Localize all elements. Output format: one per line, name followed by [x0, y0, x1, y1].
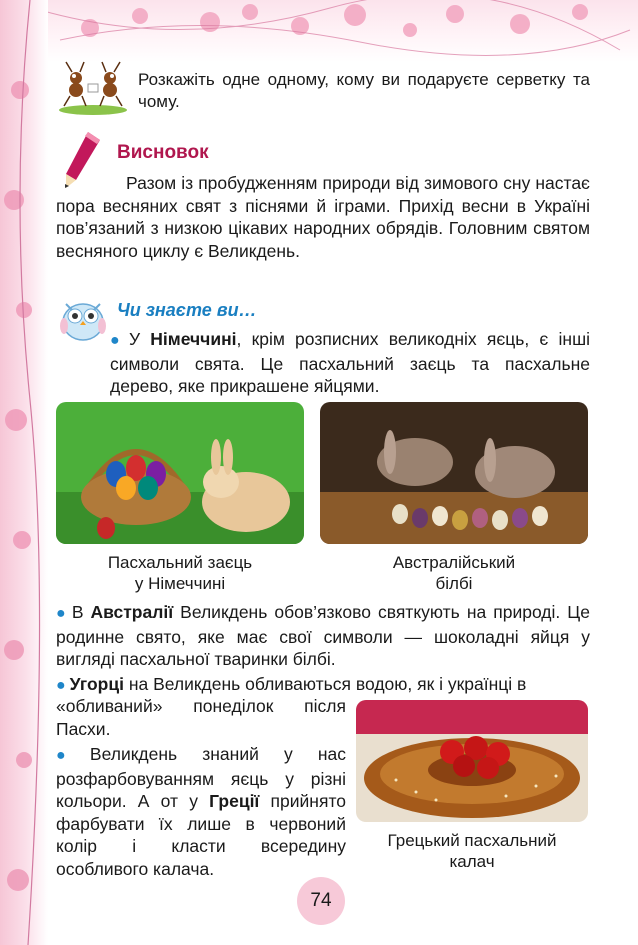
greek-bread-photo — [356, 700, 588, 822]
conclusion-text: Разом із пробудженням природи від зимового сну настає пора весняних свят з піснями й іграми. Прихід весни в Україні пов’язаний з низкою цікавих народних обрядів. Головним святом весняного циклу є Великдень. — [56, 173, 590, 261]
australia-text: Великдень обов’язково святкують на природі. Це родинне свято, яке має свої символи — шоколадні яйця у вигляді пасхальної тваринки білбі. — [56, 602, 590, 669]
hungary-paragraph-line1: ● Угорці на Великдень обливаються водою, як і українці в — [56, 674, 527, 694]
hungary-country: Угорці — [69, 674, 124, 694]
greece-paragraph: ● Великдень знаний у нас розфарбовуванням яєць у різні кольори. А от у Греції прийнято фарбувати їх лише в червоний колір і класти всередину особливого калача. — [56, 744, 346, 879]
hungary-paragraph-rest: «обливаний» понеділок після Пасхи. — [56, 696, 346, 739]
page-number: 74 — [297, 877, 345, 925]
top-floral-border — [0, 0, 638, 62]
easter-bunny-photo — [56, 402, 304, 544]
australia-country: Австралії — [90, 602, 174, 622]
germany-paragraph-line1: ● У Німеччині, крім розписних великодніх яєць, є інші символи свята. Це пасхальний заєць та пасхальне дерево, яке прикрашене яйцями. — [110, 329, 590, 396]
left-floral-border — [0, 0, 48, 945]
bilby-caption: Австралійський білбі — [392, 553, 516, 593]
bullet-icon: ● — [110, 332, 125, 349]
activity-text: Розкажіть одне одному, кому ви подаруєте серветку та чому. — [138, 70, 590, 111]
germany-country: Німеччині — [150, 329, 237, 349]
did-you-know-heading: Чи знаєте ви… — [117, 300, 257, 320]
bilby-photo — [320, 402, 588, 544]
ants-icon — [56, 60, 130, 116]
germany-text: , крім розписних великодніх яєць, є інші символи свята. Це пасхальний заєць та пасхальне дерево, яке прикрашене яйцями. — [110, 329, 590, 396]
bread-caption: Грецький пасхальний калач — [387, 831, 557, 871]
bunny-caption: Пасхальний заєць у Німеччині — [107, 553, 253, 593]
conclusion-heading: Висновок — [117, 142, 209, 163]
australia-paragraph: ● В Австралії Великдень обов’язково святкують на природі. Це родинне свято, яке має свої символи — шоколадні яйця у вигляді пасхальної тваринки білбі. — [56, 602, 590, 669]
bullet-icon: ● — [56, 605, 68, 622]
greece-country: Греції — [209, 791, 260, 811]
bullet-icon: ● — [56, 677, 66, 694]
owl-icon — [56, 294, 110, 342]
bullet-icon: ● — [56, 747, 86, 764]
